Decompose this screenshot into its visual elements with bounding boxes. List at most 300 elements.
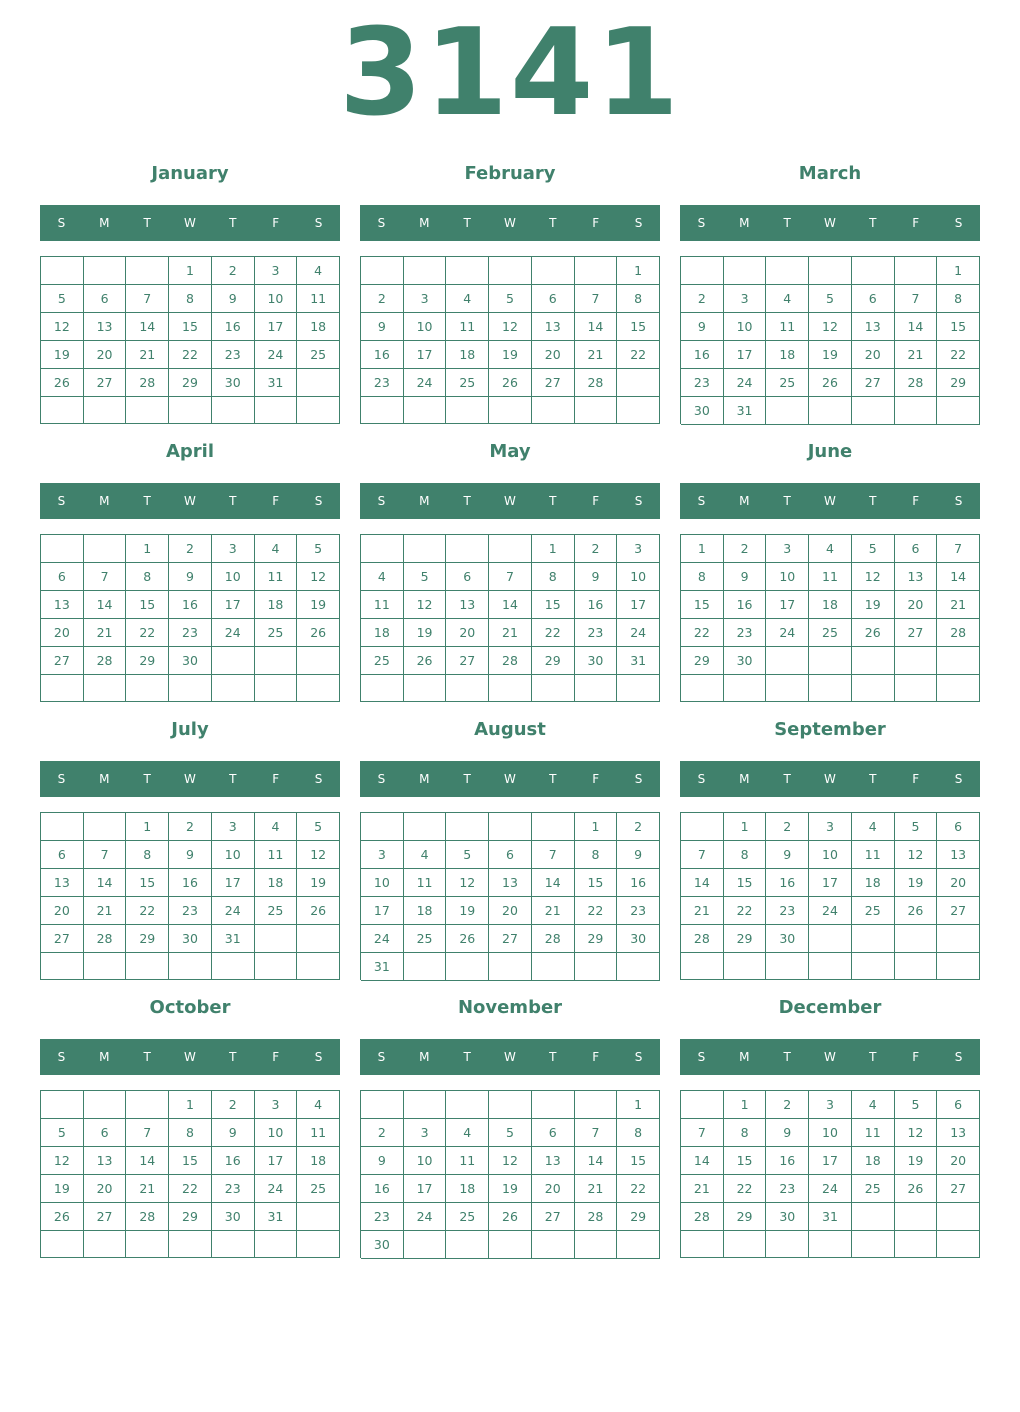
day-cell[interactable]: 29: [169, 1203, 212, 1231]
day-cell[interactable]: 15: [617, 313, 660, 341]
day-cell[interactable]: 25: [297, 341, 340, 369]
day-cell[interactable]: 21: [489, 619, 532, 647]
day-cell[interactable]: 3: [617, 535, 660, 563]
day-cell[interactable]: 26: [297, 619, 340, 647]
day-cell[interactable]: 23: [169, 619, 212, 647]
day-cell[interactable]: 12: [446, 869, 489, 897]
day-cell[interactable]: 5: [446, 841, 489, 869]
day-cell[interactable]: 18: [852, 1147, 895, 1175]
day-cell[interactable]: 18: [446, 341, 489, 369]
day-cell[interactable]: 31: [724, 397, 767, 425]
day-cell[interactable]: 21: [575, 1175, 618, 1203]
day-cell[interactable]: 29: [937, 369, 980, 397]
day-cell[interactable]: 6: [852, 285, 895, 313]
day-cell[interactable]: 22: [532, 619, 575, 647]
day-cell[interactable]: 21: [681, 897, 724, 925]
day-cell[interactable]: 11: [852, 841, 895, 869]
day-cell[interactable]: 30: [169, 925, 212, 953]
day-cell[interactable]: 24: [724, 369, 767, 397]
day-cell[interactable]: 4: [446, 285, 489, 313]
day-cell[interactable]: 20: [84, 1175, 127, 1203]
day-cell[interactable]: 25: [446, 1203, 489, 1231]
day-cell[interactable]: 22: [724, 1175, 767, 1203]
day-cell[interactable]: 26: [41, 1203, 84, 1231]
day-cell[interactable]: 9: [575, 563, 618, 591]
day-cell[interactable]: 25: [361, 647, 404, 675]
day-cell[interactable]: 18: [766, 341, 809, 369]
day-cell[interactable]: 17: [212, 591, 255, 619]
day-cell[interactable]: 6: [84, 285, 127, 313]
day-cell[interactable]: 15: [724, 1147, 767, 1175]
day-cell[interactable]: 16: [766, 1147, 809, 1175]
day-cell[interactable]: 1: [617, 257, 660, 285]
day-cell[interactable]: 24: [361, 925, 404, 953]
day-cell[interactable]: 29: [724, 1203, 767, 1231]
day-cell[interactable]: 11: [297, 1119, 340, 1147]
day-cell[interactable]: 29: [617, 1203, 660, 1231]
day-cell[interactable]: 11: [852, 1119, 895, 1147]
day-cell[interactable]: 2: [169, 535, 212, 563]
day-cell[interactable]: 3: [404, 1119, 447, 1147]
day-cell[interactable]: 3: [809, 813, 852, 841]
day-cell[interactable]: 24: [809, 1175, 852, 1203]
day-cell[interactable]: 15: [169, 1147, 212, 1175]
day-cell[interactable]: 30: [681, 397, 724, 425]
day-cell[interactable]: 13: [84, 313, 127, 341]
day-cell[interactable]: 1: [681, 535, 724, 563]
day-cell[interactable]: 6: [41, 563, 84, 591]
day-cell[interactable]: 19: [297, 591, 340, 619]
day-cell[interactable]: 17: [809, 1147, 852, 1175]
day-cell[interactable]: 4: [361, 563, 404, 591]
day-cell[interactable]: 23: [681, 369, 724, 397]
day-cell[interactable]: 12: [41, 313, 84, 341]
day-cell[interactable]: 11: [361, 591, 404, 619]
day-cell[interactable]: 27: [852, 369, 895, 397]
day-cell[interactable]: 19: [297, 869, 340, 897]
day-cell[interactable]: 18: [255, 591, 298, 619]
day-cell[interactable]: 22: [617, 1175, 660, 1203]
day-cell[interactable]: 20: [84, 341, 127, 369]
day-cell[interactable]: 10: [724, 313, 767, 341]
day-cell[interactable]: 2: [681, 285, 724, 313]
day-cell[interactable]: 8: [724, 1119, 767, 1147]
day-cell[interactable]: 26: [41, 369, 84, 397]
day-cell[interactable]: 12: [297, 841, 340, 869]
day-cell[interactable]: 23: [724, 619, 767, 647]
day-cell[interactable]: 26: [852, 619, 895, 647]
day-cell[interactable]: 27: [489, 925, 532, 953]
day-cell[interactable]: 20: [895, 591, 938, 619]
day-cell[interactable]: 9: [617, 841, 660, 869]
day-cell[interactable]: 5: [404, 563, 447, 591]
day-cell[interactable]: 28: [681, 925, 724, 953]
day-cell[interactable]: 22: [724, 897, 767, 925]
day-cell[interactable]: 16: [361, 1175, 404, 1203]
day-cell[interactable]: 11: [446, 313, 489, 341]
day-cell[interactable]: 22: [617, 341, 660, 369]
day-cell[interactable]: 17: [255, 313, 298, 341]
day-cell[interactable]: 4: [255, 535, 298, 563]
day-cell[interactable]: 14: [681, 869, 724, 897]
day-cell[interactable]: 8: [169, 1119, 212, 1147]
day-cell[interactable]: 6: [532, 285, 575, 313]
day-cell[interactable]: 2: [212, 257, 255, 285]
day-cell[interactable]: 20: [937, 869, 980, 897]
day-cell[interactable]: 30: [169, 647, 212, 675]
day-cell[interactable]: 12: [297, 563, 340, 591]
day-cell[interactable]: 29: [724, 925, 767, 953]
day-cell[interactable]: 5: [41, 285, 84, 313]
day-cell[interactable]: 2: [617, 813, 660, 841]
day-cell[interactable]: 15: [126, 591, 169, 619]
day-cell[interactable]: 15: [169, 313, 212, 341]
day-cell[interactable]: 10: [809, 841, 852, 869]
day-cell[interactable]: 27: [937, 897, 980, 925]
day-cell[interactable]: 17: [617, 591, 660, 619]
day-cell[interactable]: 27: [532, 369, 575, 397]
day-cell[interactable]: 11: [255, 563, 298, 591]
day-cell[interactable]: 10: [404, 313, 447, 341]
day-cell[interactable]: 10: [809, 1119, 852, 1147]
day-cell[interactable]: 3: [809, 1091, 852, 1119]
day-cell[interactable]: 24: [404, 369, 447, 397]
day-cell[interactable]: 18: [297, 1147, 340, 1175]
day-cell[interactable]: 19: [489, 341, 532, 369]
day-cell[interactable]: 23: [361, 1203, 404, 1231]
day-cell[interactable]: 9: [681, 313, 724, 341]
day-cell[interactable]: 14: [84, 869, 127, 897]
day-cell[interactable]: 9: [724, 563, 767, 591]
day-cell[interactable]: 13: [852, 313, 895, 341]
day-cell[interactable]: 13: [937, 1119, 980, 1147]
day-cell[interactable]: 22: [169, 341, 212, 369]
day-cell[interactable]: 20: [489, 897, 532, 925]
day-cell[interactable]: 1: [532, 535, 575, 563]
day-cell[interactable]: 22: [575, 897, 618, 925]
day-cell[interactable]: 16: [361, 341, 404, 369]
day-cell[interactable]: 26: [446, 925, 489, 953]
day-cell[interactable]: 23: [766, 897, 809, 925]
day-cell[interactable]: 12: [489, 1147, 532, 1175]
day-cell[interactable]: 4: [297, 257, 340, 285]
day-cell[interactable]: 5: [489, 285, 532, 313]
day-cell[interactable]: 19: [404, 619, 447, 647]
day-cell[interactable]: 18: [361, 619, 404, 647]
day-cell[interactable]: 26: [895, 897, 938, 925]
day-cell[interactable]: 23: [575, 619, 618, 647]
day-cell[interactable]: 26: [489, 369, 532, 397]
day-cell[interactable]: 10: [212, 563, 255, 591]
day-cell[interactable]: 28: [84, 647, 127, 675]
day-cell[interactable]: 22: [937, 341, 980, 369]
day-cell[interactable]: 31: [617, 647, 660, 675]
day-cell[interactable]: 27: [532, 1203, 575, 1231]
day-cell[interactable]: 15: [724, 869, 767, 897]
day-cell[interactable]: 4: [255, 813, 298, 841]
day-cell[interactable]: 24: [404, 1203, 447, 1231]
day-cell[interactable]: 14: [575, 313, 618, 341]
day-cell[interactable]: 1: [724, 1091, 767, 1119]
day-cell[interactable]: 29: [169, 369, 212, 397]
day-cell[interactable]: 8: [169, 285, 212, 313]
day-cell[interactable]: 25: [255, 897, 298, 925]
day-cell[interactable]: 15: [937, 313, 980, 341]
day-cell[interactable]: 1: [937, 257, 980, 285]
day-cell[interactable]: 20: [937, 1147, 980, 1175]
day-cell[interactable]: 8: [617, 1119, 660, 1147]
day-cell[interactable]: 14: [895, 313, 938, 341]
day-cell[interactable]: 30: [361, 1231, 404, 1259]
day-cell[interactable]: 27: [895, 619, 938, 647]
day-cell[interactable]: 4: [809, 535, 852, 563]
day-cell[interactable]: 14: [489, 591, 532, 619]
day-cell[interactable]: 3: [724, 285, 767, 313]
day-cell[interactable]: 8: [681, 563, 724, 591]
day-cell[interactable]: 5: [852, 535, 895, 563]
day-cell[interactable]: 23: [212, 341, 255, 369]
day-cell[interactable]: 7: [681, 841, 724, 869]
day-cell[interactable]: 12: [852, 563, 895, 591]
day-cell[interactable]: 10: [766, 563, 809, 591]
day-cell[interactable]: 29: [681, 647, 724, 675]
day-cell[interactable]: 25: [446, 369, 489, 397]
day-cell[interactable]: 7: [895, 285, 938, 313]
day-cell[interactable]: 22: [126, 619, 169, 647]
day-cell[interactable]: 29: [532, 647, 575, 675]
day-cell[interactable]: 1: [575, 813, 618, 841]
day-cell[interactable]: 6: [532, 1119, 575, 1147]
day-cell[interactable]: 29: [126, 925, 169, 953]
day-cell[interactable]: 20: [41, 619, 84, 647]
day-cell[interactable]: 8: [126, 563, 169, 591]
day-cell[interactable]: 24: [255, 1175, 298, 1203]
day-cell[interactable]: 18: [404, 897, 447, 925]
day-cell[interactable]: 30: [212, 369, 255, 397]
day-cell[interactable]: 12: [895, 841, 938, 869]
day-cell[interactable]: 9: [212, 285, 255, 313]
day-cell[interactable]: 28: [126, 369, 169, 397]
day-cell[interactable]: 14: [575, 1147, 618, 1175]
day-cell[interactable]: 9: [169, 841, 212, 869]
day-cell[interactable]: 10: [255, 285, 298, 313]
day-cell[interactable]: 10: [404, 1147, 447, 1175]
day-cell[interactable]: 25: [255, 619, 298, 647]
day-cell[interactable]: 30: [575, 647, 618, 675]
day-cell[interactable]: 21: [126, 1175, 169, 1203]
day-cell[interactable]: 19: [446, 897, 489, 925]
day-cell[interactable]: 2: [169, 813, 212, 841]
day-cell[interactable]: 8: [937, 285, 980, 313]
day-cell[interactable]: 17: [766, 591, 809, 619]
day-cell[interactable]: 23: [169, 897, 212, 925]
day-cell[interactable]: 6: [84, 1119, 127, 1147]
day-cell[interactable]: 21: [84, 619, 127, 647]
day-cell[interactable]: 20: [532, 1175, 575, 1203]
day-cell[interactable]: 28: [84, 925, 127, 953]
day-cell[interactable]: 16: [724, 591, 767, 619]
day-cell[interactable]: 28: [126, 1203, 169, 1231]
day-cell[interactable]: 12: [489, 313, 532, 341]
day-cell[interactable]: 21: [937, 591, 980, 619]
day-cell[interactable]: 4: [852, 813, 895, 841]
day-cell[interactable]: 9: [212, 1119, 255, 1147]
day-cell[interactable]: 26: [809, 369, 852, 397]
day-cell[interactable]: 26: [895, 1175, 938, 1203]
day-cell[interactable]: 21: [532, 897, 575, 925]
day-cell[interactable]: 11: [255, 841, 298, 869]
day-cell[interactable]: 30: [212, 1203, 255, 1231]
day-cell[interactable]: 17: [212, 869, 255, 897]
day-cell[interactable]: 28: [575, 1203, 618, 1231]
day-cell[interactable]: 7: [126, 285, 169, 313]
day-cell[interactable]: 25: [852, 1175, 895, 1203]
day-cell[interactable]: 17: [809, 869, 852, 897]
day-cell[interactable]: 25: [297, 1175, 340, 1203]
day-cell[interactable]: 1: [724, 813, 767, 841]
day-cell[interactable]: 12: [404, 591, 447, 619]
day-cell[interactable]: 7: [84, 563, 127, 591]
day-cell[interactable]: 19: [895, 869, 938, 897]
day-cell[interactable]: 3: [255, 257, 298, 285]
day-cell[interactable]: 17: [404, 1175, 447, 1203]
day-cell[interactable]: 26: [489, 1203, 532, 1231]
day-cell[interactable]: 31: [255, 369, 298, 397]
day-cell[interactable]: 24: [809, 897, 852, 925]
day-cell[interactable]: 30: [724, 647, 767, 675]
day-cell[interactable]: 10: [255, 1119, 298, 1147]
day-cell[interactable]: 4: [766, 285, 809, 313]
day-cell[interactable]: 15: [126, 869, 169, 897]
day-cell[interactable]: 22: [126, 897, 169, 925]
day-cell[interactable]: 13: [41, 869, 84, 897]
day-cell[interactable]: 16: [212, 313, 255, 341]
day-cell[interactable]: 6: [937, 813, 980, 841]
day-cell[interactable]: 31: [361, 953, 404, 981]
day-cell[interactable]: 11: [446, 1147, 489, 1175]
day-cell[interactable]: 2: [361, 285, 404, 313]
day-cell[interactable]: 8: [724, 841, 767, 869]
day-cell[interactable]: 14: [84, 591, 127, 619]
day-cell[interactable]: 2: [724, 535, 767, 563]
day-cell[interactable]: 8: [617, 285, 660, 313]
day-cell[interactable]: 19: [895, 1147, 938, 1175]
day-cell[interactable]: 20: [446, 619, 489, 647]
day-cell[interactable]: 6: [41, 841, 84, 869]
day-cell[interactable]: 15: [617, 1147, 660, 1175]
day-cell[interactable]: 4: [297, 1091, 340, 1119]
day-cell[interactable]: 3: [766, 535, 809, 563]
day-cell[interactable]: 27: [937, 1175, 980, 1203]
day-cell[interactable]: 7: [532, 841, 575, 869]
day-cell[interactable]: 13: [937, 841, 980, 869]
day-cell[interactable]: 15: [532, 591, 575, 619]
day-cell[interactable]: 1: [126, 535, 169, 563]
day-cell[interactable]: 27: [41, 647, 84, 675]
day-cell[interactable]: 5: [895, 1091, 938, 1119]
day-cell[interactable]: 31: [255, 1203, 298, 1231]
day-cell[interactable]: 14: [532, 869, 575, 897]
day-cell[interactable]: 5: [297, 535, 340, 563]
day-cell[interactable]: 7: [937, 535, 980, 563]
day-cell[interactable]: 10: [617, 563, 660, 591]
day-cell[interactable]: 13: [895, 563, 938, 591]
day-cell[interactable]: 12: [41, 1147, 84, 1175]
day-cell[interactable]: 17: [255, 1147, 298, 1175]
day-cell[interactable]: 12: [895, 1119, 938, 1147]
day-cell[interactable]: 27: [41, 925, 84, 953]
day-cell[interactable]: 14: [126, 1147, 169, 1175]
day-cell[interactable]: 13: [84, 1147, 127, 1175]
day-cell[interactable]: 21: [895, 341, 938, 369]
day-cell[interactable]: 6: [446, 563, 489, 591]
day-cell[interactable]: 12: [809, 313, 852, 341]
day-cell[interactable]: 27: [84, 369, 127, 397]
day-cell[interactable]: 19: [809, 341, 852, 369]
day-cell[interactable]: 6: [489, 841, 532, 869]
day-cell[interactable]: 20: [532, 341, 575, 369]
day-cell[interactable]: 11: [297, 285, 340, 313]
day-cell[interactable]: 2: [766, 1091, 809, 1119]
day-cell[interactable]: 15: [575, 869, 618, 897]
day-cell[interactable]: 21: [84, 897, 127, 925]
day-cell[interactable]: 28: [489, 647, 532, 675]
day-cell[interactable]: 10: [361, 869, 404, 897]
day-cell[interactable]: 8: [575, 841, 618, 869]
day-cell[interactable]: 16: [212, 1147, 255, 1175]
day-cell[interactable]: 16: [169, 869, 212, 897]
day-cell[interactable]: 28: [895, 369, 938, 397]
day-cell[interactable]: 18: [446, 1175, 489, 1203]
day-cell[interactable]: 14: [681, 1147, 724, 1175]
day-cell[interactable]: 30: [766, 925, 809, 953]
day-cell[interactable]: 23: [766, 1175, 809, 1203]
day-cell[interactable]: 7: [575, 285, 618, 313]
day-cell[interactable]: 24: [766, 619, 809, 647]
day-cell[interactable]: 26: [297, 897, 340, 925]
day-cell[interactable]: 9: [766, 841, 809, 869]
day-cell[interactable]: 13: [446, 591, 489, 619]
day-cell[interactable]: 13: [532, 1147, 575, 1175]
day-cell[interactable]: 25: [766, 369, 809, 397]
day-cell[interactable]: 1: [169, 1091, 212, 1119]
day-cell[interactable]: 30: [766, 1203, 809, 1231]
day-cell[interactable]: 4: [404, 841, 447, 869]
day-cell[interactable]: 11: [809, 563, 852, 591]
day-cell[interactable]: 13: [489, 869, 532, 897]
day-cell[interactable]: 16: [681, 341, 724, 369]
day-cell[interactable]: 16: [575, 591, 618, 619]
day-cell[interactable]: 7: [575, 1119, 618, 1147]
day-cell[interactable]: 18: [852, 869, 895, 897]
day-cell[interactable]: 19: [852, 591, 895, 619]
day-cell[interactable]: 2: [212, 1091, 255, 1119]
day-cell[interactable]: 3: [212, 535, 255, 563]
day-cell[interactable]: 24: [255, 341, 298, 369]
day-cell[interactable]: 28: [937, 619, 980, 647]
day-cell[interactable]: 28: [681, 1203, 724, 1231]
day-cell[interactable]: 24: [212, 619, 255, 647]
day-cell[interactable]: 23: [212, 1175, 255, 1203]
day-cell[interactable]: 14: [126, 313, 169, 341]
day-cell[interactable]: 18: [297, 313, 340, 341]
day-cell[interactable]: 3: [361, 841, 404, 869]
day-cell[interactable]: 26: [404, 647, 447, 675]
day-cell[interactable]: 10: [212, 841, 255, 869]
day-cell[interactable]: 3: [255, 1091, 298, 1119]
day-cell[interactable]: 11: [766, 313, 809, 341]
day-cell[interactable]: 16: [617, 869, 660, 897]
